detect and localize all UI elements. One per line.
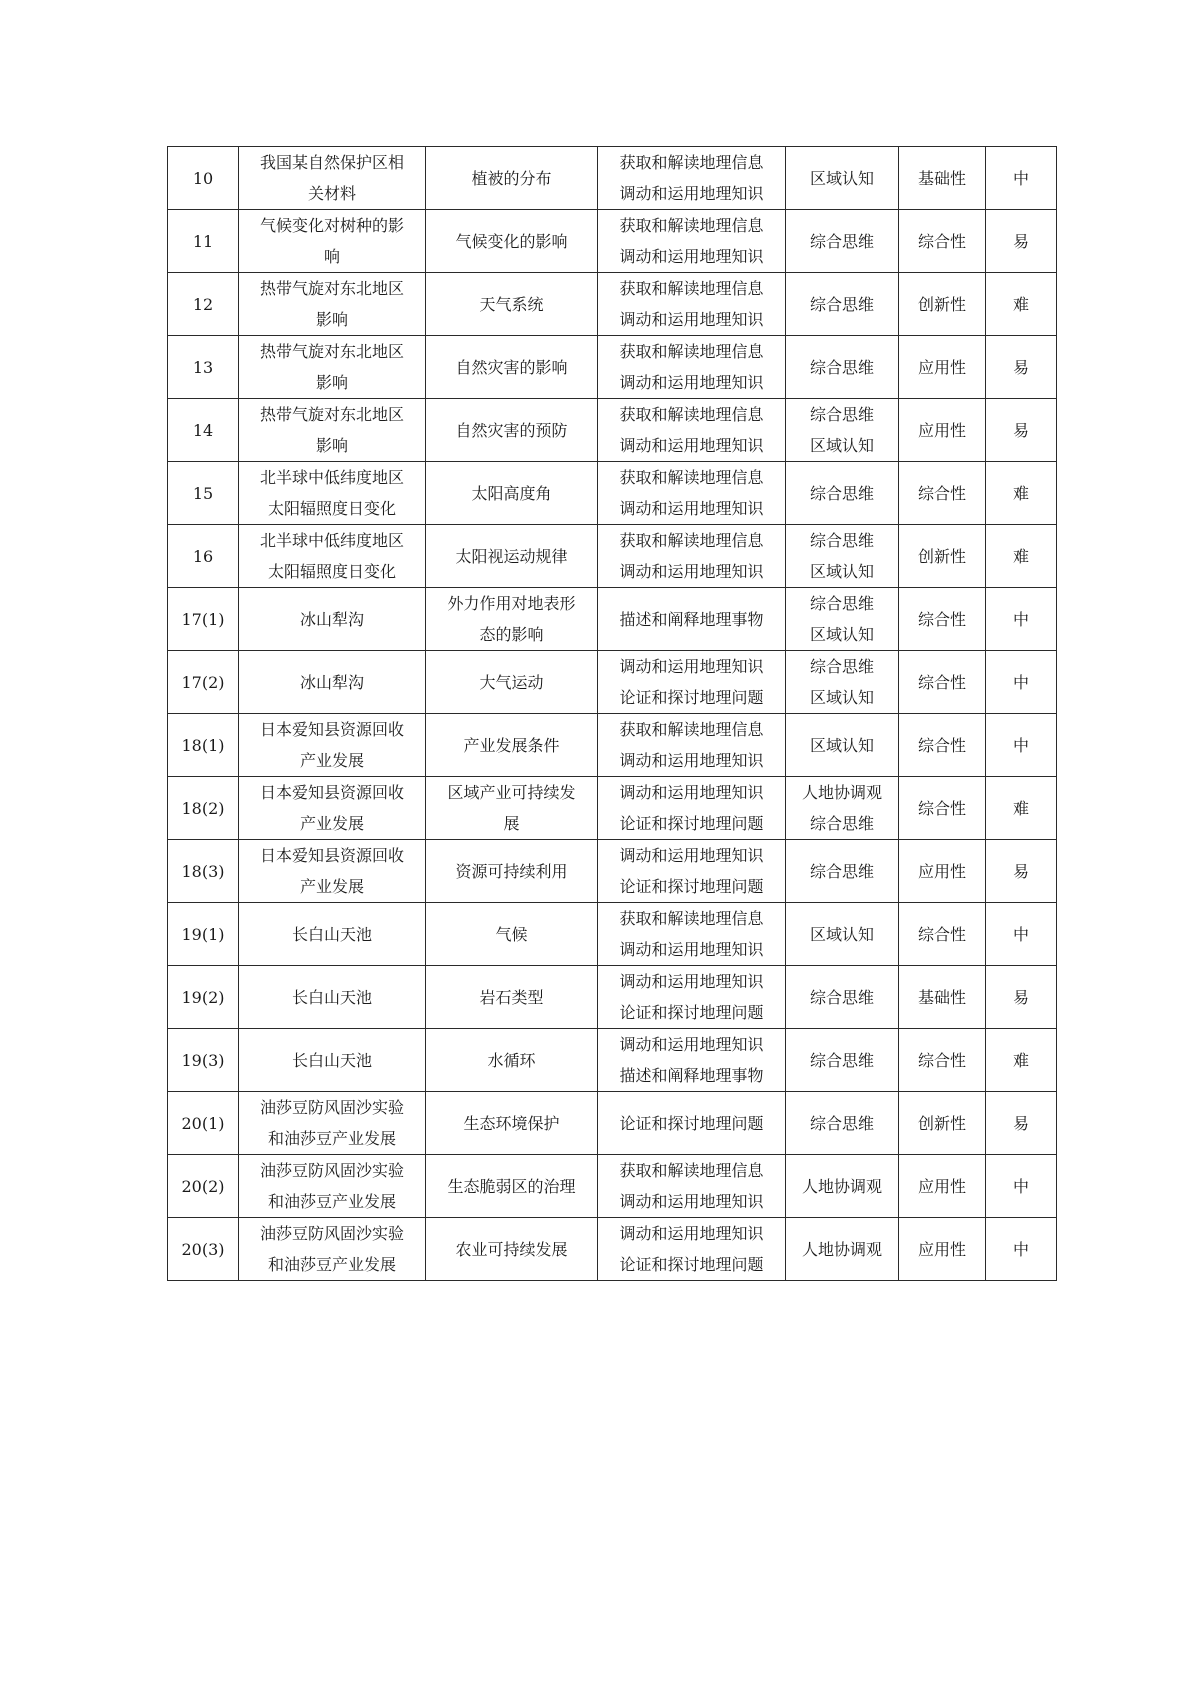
table-row bbox=[168, 714, 1057, 777]
cell-question-type: 综合性 bbox=[899, 903, 986, 966]
cell-knowledge-point bbox=[426, 1092, 598, 1155]
cell-question-type: 应用性 bbox=[899, 1218, 986, 1281]
cell-ability bbox=[598, 1218, 786, 1281]
table-row bbox=[168, 651, 1057, 714]
table-row bbox=[168, 1218, 1057, 1281]
cell-core-literacy bbox=[786, 903, 899, 966]
cell-question-number: 20(1) bbox=[168, 1092, 239, 1155]
cell-ability-line: 论证和探讨地理问题 bbox=[619, 814, 764, 833]
cell-core-literacy bbox=[786, 588, 899, 651]
cell-knowledge-point-line: 植被的分布 bbox=[471, 168, 552, 188]
cell-difficulty: 中 bbox=[986, 1155, 1057, 1218]
cell-core-literacy-line: 区域认知 bbox=[809, 625, 874, 644]
cell-core-literacy-line: 综合思维 bbox=[809, 294, 874, 314]
cell-material bbox=[239, 462, 426, 525]
cell-question-number: 18(2) bbox=[168, 777, 239, 840]
cell-difficulty: 难 bbox=[986, 777, 1057, 840]
cell-ability bbox=[598, 651, 786, 714]
cell-ability-line: 获取和解读地理信息 bbox=[619, 531, 764, 550]
cell-knowledge-point bbox=[426, 777, 598, 840]
cell-question-number: 20(2) bbox=[168, 1155, 239, 1218]
cell-material-line: 油莎豆防风固沙实验 bbox=[259, 1161, 404, 1180]
cell-question-type: 创新性 bbox=[899, 273, 986, 336]
cell-core-literacy bbox=[786, 651, 899, 714]
cell-material bbox=[239, 336, 426, 399]
cell-ability-line: 获取和解读地理信息 bbox=[619, 279, 764, 298]
cell-material-line: 热带气旋对东北地区 bbox=[259, 279, 404, 298]
cell-ability-line: 描述和阐释地理事物 bbox=[619, 609, 764, 629]
cell-core-literacy bbox=[786, 1092, 899, 1155]
cell-core-literacy-line: 综合思维 bbox=[809, 1050, 874, 1070]
cell-ability bbox=[598, 147, 786, 210]
cell-difficulty: 中 bbox=[986, 651, 1057, 714]
cell-ability-line: 获取和解读地理信息 bbox=[619, 153, 764, 172]
cell-knowledge-point bbox=[426, 651, 598, 714]
cell-material bbox=[239, 1029, 426, 1092]
cell-question-number: 10 bbox=[168, 147, 239, 210]
cell-difficulty: 难 bbox=[986, 462, 1057, 525]
cell-knowledge-point-line: 气候变化的影响 bbox=[455, 231, 568, 251]
cell-knowledge-point bbox=[426, 210, 598, 273]
cell-knowledge-point-line: 太阳视运动规律 bbox=[455, 546, 568, 566]
cell-question-type: 应用性 bbox=[899, 840, 986, 903]
cell-ability-line: 调动和运用地理知识 bbox=[619, 657, 764, 676]
cell-material-line: 日本爱知县资源回收 bbox=[259, 783, 404, 802]
cell-question-type: 综合性 bbox=[899, 1029, 986, 1092]
table-row bbox=[168, 777, 1057, 840]
cell-core-literacy bbox=[786, 1155, 899, 1218]
cell-ability-line: 调动和运用地理知识 bbox=[619, 310, 764, 329]
cell-ability-line: 论证和探讨地理问题 bbox=[619, 1113, 764, 1133]
cell-question-type: 综合性 bbox=[899, 210, 986, 273]
cell-material bbox=[239, 1092, 426, 1155]
cell-material bbox=[239, 525, 426, 588]
cell-question-type: 综合性 bbox=[899, 462, 986, 525]
cell-knowledge-point-line: 自然灾害的预防 bbox=[455, 420, 568, 440]
cell-knowledge-point bbox=[426, 966, 598, 1029]
cell-knowledge-point bbox=[426, 714, 598, 777]
cell-material-line: 油莎豆防风固沙实验 bbox=[259, 1098, 404, 1117]
cell-core-literacy-line: 综合思维 bbox=[809, 594, 874, 613]
cell-core-literacy-line: 区域认知 bbox=[809, 436, 874, 455]
table-body bbox=[168, 147, 1057, 1281]
cell-knowledge-point-line: 产业发展条件 bbox=[463, 735, 560, 755]
cell-core-literacy-line: 综合思维 bbox=[809, 357, 874, 377]
cell-ability bbox=[598, 777, 786, 840]
cell-core-literacy-line: 综合思维 bbox=[809, 987, 874, 1007]
cell-knowledge-point bbox=[426, 462, 598, 525]
table-row bbox=[168, 210, 1057, 273]
cell-question-type: 综合性 bbox=[899, 588, 986, 651]
cell-material-line: 影响 bbox=[315, 436, 348, 455]
cell-ability bbox=[598, 462, 786, 525]
cell-knowledge-point bbox=[426, 399, 598, 462]
cell-material-line: 我国某自然保护区相 bbox=[259, 153, 404, 172]
cell-question-type: 综合性 bbox=[899, 777, 986, 840]
cell-core-literacy-line: 综合思维 bbox=[809, 231, 874, 251]
cell-knowledge-point bbox=[426, 336, 598, 399]
cell-material-line: 影响 bbox=[315, 373, 348, 392]
cell-knowledge-point-line: 区域产业可持续发 bbox=[447, 783, 576, 802]
cell-ability-line: 获取和解读地理信息 bbox=[619, 405, 764, 424]
cell-material-line: 热带气旋对东北地区 bbox=[259, 405, 404, 424]
cell-ability-line: 调动和运用地理知识 bbox=[619, 184, 764, 203]
cell-question-type: 基础性 bbox=[899, 147, 986, 210]
cell-material-line: 日本爱知县资源回收 bbox=[259, 846, 404, 865]
cell-question-number: 19(1) bbox=[168, 903, 239, 966]
cell-material bbox=[239, 777, 426, 840]
cell-material-line: 北半球中低纬度地区 bbox=[259, 468, 404, 487]
cell-ability-line: 论证和探讨地理问题 bbox=[619, 877, 764, 896]
cell-difficulty: 中 bbox=[986, 1218, 1057, 1281]
cell-difficulty: 易 bbox=[986, 966, 1057, 1029]
cell-knowledge-point-line: 展 bbox=[503, 814, 520, 833]
cell-ability-line: 调动和运用地理知识 bbox=[619, 846, 764, 865]
cell-ability-line: 调动和运用地理知识 bbox=[619, 972, 764, 991]
cell-difficulty: 难 bbox=[986, 273, 1057, 336]
cell-material-line: 和油莎豆产业发展 bbox=[267, 1255, 396, 1274]
cell-material-line: 长白山天池 bbox=[291, 924, 372, 944]
cell-ability-line: 调动和运用地理知识 bbox=[619, 1224, 764, 1243]
cell-material-line: 和油莎豆产业发展 bbox=[267, 1192, 396, 1211]
cell-core-literacy bbox=[786, 210, 899, 273]
cell-knowledge-point-line: 大气运动 bbox=[479, 672, 544, 692]
cell-ability bbox=[598, 1092, 786, 1155]
cell-ability bbox=[598, 525, 786, 588]
cell-material bbox=[239, 1155, 426, 1218]
cell-difficulty: 易 bbox=[986, 210, 1057, 273]
table-row bbox=[168, 399, 1057, 462]
cell-material-line: 冰山犁沟 bbox=[299, 609, 364, 629]
cell-question-number: 15 bbox=[168, 462, 239, 525]
cell-knowledge-point-line: 水循环 bbox=[487, 1050, 536, 1070]
cell-knowledge-point bbox=[426, 840, 598, 903]
cell-ability-line: 调动和运用地理知识 bbox=[619, 783, 764, 802]
cell-core-literacy-line: 人地协调观 bbox=[801, 783, 882, 802]
cell-material-line: 油莎豆防风固沙实验 bbox=[259, 1224, 404, 1243]
cell-core-literacy-line: 区域认知 bbox=[809, 924, 874, 944]
cell-difficulty: 难 bbox=[986, 525, 1057, 588]
cell-core-literacy bbox=[786, 1029, 899, 1092]
cell-knowledge-point-line: 天气系统 bbox=[479, 294, 544, 314]
cell-ability-line: 调动和运用地理知识 bbox=[619, 499, 764, 518]
cell-ability-line: 获取和解读地理信息 bbox=[619, 468, 764, 487]
cell-core-literacy-line: 综合思维 bbox=[809, 531, 874, 550]
cell-ability-line: 论证和探讨地理问题 bbox=[619, 1003, 764, 1022]
cell-question-number: 11 bbox=[168, 210, 239, 273]
table-row bbox=[168, 525, 1057, 588]
cell-core-literacy-line: 综合思维 bbox=[809, 657, 874, 676]
cell-question-type: 综合性 bbox=[899, 714, 986, 777]
cell-difficulty: 中 bbox=[986, 714, 1057, 777]
cell-ability-line: 获取和解读地理信息 bbox=[619, 342, 764, 361]
cell-question-number: 12 bbox=[168, 273, 239, 336]
cell-difficulty: 易 bbox=[986, 399, 1057, 462]
cell-question-number: 16 bbox=[168, 525, 239, 588]
table-row bbox=[168, 147, 1057, 210]
cell-question-number: 18(3) bbox=[168, 840, 239, 903]
cell-question-type: 应用性 bbox=[899, 1155, 986, 1218]
cell-material-line: 长白山天池 bbox=[291, 1050, 372, 1070]
cell-material bbox=[239, 903, 426, 966]
cell-ability-line: 获取和解读地理信息 bbox=[619, 216, 764, 235]
cell-material-line: 响 bbox=[323, 247, 340, 266]
cell-material-line: 和油莎豆产业发展 bbox=[267, 1129, 396, 1148]
cell-core-literacy-line: 综合思维 bbox=[809, 814, 874, 833]
cell-question-number: 19(3) bbox=[168, 1029, 239, 1092]
question-analysis-table bbox=[167, 146, 1057, 1281]
cell-ability-line: 调动和运用地理知识 bbox=[619, 940, 764, 959]
cell-knowledge-point-line: 自然灾害的影响 bbox=[455, 357, 568, 377]
cell-question-type: 创新性 bbox=[899, 1092, 986, 1155]
cell-knowledge-point-line: 外力作用对地表形 bbox=[447, 594, 576, 613]
table-row bbox=[168, 462, 1057, 525]
table-row bbox=[168, 336, 1057, 399]
cell-material-line: 产业发展 bbox=[299, 877, 364, 896]
cell-knowledge-point bbox=[426, 1218, 598, 1281]
cell-material-line: 北半球中低纬度地区 bbox=[259, 531, 404, 550]
cell-core-literacy-line: 综合思维 bbox=[809, 1113, 874, 1133]
table-row bbox=[168, 1155, 1057, 1218]
cell-question-number: 13 bbox=[168, 336, 239, 399]
cell-material bbox=[239, 840, 426, 903]
cell-ability-line: 调动和运用地理知识 bbox=[619, 1035, 764, 1054]
cell-ability-line: 获取和解读地理信息 bbox=[619, 1161, 764, 1180]
cell-ability-line: 获取和解读地理信息 bbox=[619, 720, 764, 739]
cell-knowledge-point-line: 生态脆弱区的治理 bbox=[447, 1176, 576, 1196]
cell-core-literacy-line: 综合思维 bbox=[809, 483, 874, 503]
cell-material bbox=[239, 651, 426, 714]
cell-core-literacy bbox=[786, 147, 899, 210]
cell-ability bbox=[598, 273, 786, 336]
cell-question-type: 创新性 bbox=[899, 525, 986, 588]
cell-difficulty: 中 bbox=[986, 147, 1057, 210]
cell-knowledge-point-line: 气候 bbox=[495, 924, 528, 944]
cell-ability-line: 描述和阐释地理事物 bbox=[619, 1066, 764, 1085]
table-row bbox=[168, 840, 1057, 903]
cell-core-literacy bbox=[786, 777, 899, 840]
cell-difficulty: 难 bbox=[986, 1029, 1057, 1092]
cell-question-type: 应用性 bbox=[899, 336, 986, 399]
table-row bbox=[168, 966, 1057, 1029]
cell-ability-line: 调动和运用地理知识 bbox=[619, 436, 764, 455]
cell-knowledge-point bbox=[426, 1155, 598, 1218]
cell-core-literacy-line: 区域认知 bbox=[809, 562, 874, 581]
cell-knowledge-point-line: 生态环境保护 bbox=[463, 1113, 560, 1133]
cell-core-literacy bbox=[786, 1218, 899, 1281]
cell-core-literacy bbox=[786, 399, 899, 462]
cell-material-line: 日本爱知县资源回收 bbox=[259, 720, 404, 739]
cell-material bbox=[239, 966, 426, 1029]
cell-ability-line: 调动和运用地理知识 bbox=[619, 751, 764, 770]
cell-material-line: 关材料 bbox=[307, 184, 356, 203]
cell-knowledge-point bbox=[426, 903, 598, 966]
cell-knowledge-point-line: 态的影响 bbox=[479, 625, 544, 644]
cell-material bbox=[239, 147, 426, 210]
cell-material-line: 太阳辐照度日变化 bbox=[267, 562, 396, 581]
cell-material bbox=[239, 1218, 426, 1281]
cell-ability bbox=[598, 966, 786, 1029]
cell-material-line: 影响 bbox=[315, 310, 348, 329]
cell-knowledge-point-line: 农业可持续发展 bbox=[455, 1239, 568, 1259]
cell-question-number: 17(1) bbox=[168, 588, 239, 651]
cell-ability bbox=[598, 1029, 786, 1092]
cell-question-type: 应用性 bbox=[899, 399, 986, 462]
cell-core-literacy-line: 人地协调观 bbox=[801, 1176, 882, 1196]
cell-knowledge-point-line: 岩石类型 bbox=[479, 987, 544, 1007]
cell-ability bbox=[598, 399, 786, 462]
cell-ability-line: 调动和运用地理知识 bbox=[619, 373, 764, 392]
cell-core-literacy bbox=[786, 525, 899, 588]
cell-core-literacy bbox=[786, 840, 899, 903]
table-row bbox=[168, 588, 1057, 651]
cell-question-number: 18(1) bbox=[168, 714, 239, 777]
cell-core-literacy-line: 区域认知 bbox=[809, 168, 874, 188]
cell-ability-line: 调动和运用地理知识 bbox=[619, 1192, 764, 1211]
cell-ability-line: 调动和运用地理知识 bbox=[619, 247, 764, 266]
cell-core-literacy bbox=[786, 966, 899, 1029]
table-row bbox=[168, 1029, 1057, 1092]
cell-ability bbox=[598, 336, 786, 399]
cell-ability-line: 调动和运用地理知识 bbox=[619, 562, 764, 581]
cell-material-line: 产业发展 bbox=[299, 751, 364, 770]
cell-question-number: 20(3) bbox=[168, 1218, 239, 1281]
cell-core-literacy-line: 综合思维 bbox=[809, 861, 874, 881]
cell-knowledge-point bbox=[426, 525, 598, 588]
cell-ability bbox=[598, 714, 786, 777]
cell-knowledge-point bbox=[426, 588, 598, 651]
cell-question-number: 19(2) bbox=[168, 966, 239, 1029]
cell-core-literacy bbox=[786, 462, 899, 525]
cell-material bbox=[239, 714, 426, 777]
cell-difficulty: 易 bbox=[986, 336, 1057, 399]
cell-core-literacy-line: 区域认知 bbox=[809, 735, 874, 755]
cell-knowledge-point-line: 资源可持续利用 bbox=[455, 861, 568, 881]
cell-material-line: 气候变化对树种的影 bbox=[259, 216, 404, 235]
cell-material bbox=[239, 210, 426, 273]
cell-question-type: 基础性 bbox=[899, 966, 986, 1029]
cell-knowledge-point-line: 太阳高度角 bbox=[471, 483, 552, 503]
cell-knowledge-point bbox=[426, 1029, 598, 1092]
cell-material-line: 冰山犁沟 bbox=[299, 672, 364, 692]
cell-question-number: 14 bbox=[168, 399, 239, 462]
cell-material-line: 太阳辐照度日变化 bbox=[267, 499, 396, 518]
cell-difficulty: 易 bbox=[986, 1092, 1057, 1155]
table-row bbox=[168, 903, 1057, 966]
cell-core-literacy-line: 综合思维 bbox=[809, 405, 874, 424]
cell-ability-line: 论证和探讨地理问题 bbox=[619, 1255, 764, 1274]
cell-ability-line: 获取和解读地理信息 bbox=[619, 909, 764, 928]
cell-material-line: 热带气旋对东北地区 bbox=[259, 342, 404, 361]
table-row bbox=[168, 1092, 1057, 1155]
cell-knowledge-point bbox=[426, 147, 598, 210]
cell-material-line: 产业发展 bbox=[299, 814, 364, 833]
cell-material bbox=[239, 588, 426, 651]
table-row bbox=[168, 273, 1057, 336]
cell-ability bbox=[598, 840, 786, 903]
cell-difficulty: 中 bbox=[986, 588, 1057, 651]
cell-material bbox=[239, 399, 426, 462]
cell-question-number: 17(2) bbox=[168, 651, 239, 714]
cell-core-literacy bbox=[786, 714, 899, 777]
cell-core-literacy bbox=[786, 336, 899, 399]
cell-ability bbox=[598, 210, 786, 273]
cell-difficulty: 易 bbox=[986, 840, 1057, 903]
cell-material bbox=[239, 273, 426, 336]
cell-material-line: 长白山天池 bbox=[291, 987, 372, 1007]
cell-ability-line: 论证和探讨地理问题 bbox=[619, 688, 764, 707]
cell-ability bbox=[598, 903, 786, 966]
cell-core-literacy-line: 区域认知 bbox=[809, 688, 874, 707]
cell-ability bbox=[598, 1155, 786, 1218]
cell-question-type: 综合性 bbox=[899, 651, 986, 714]
cell-core-literacy bbox=[786, 273, 899, 336]
cell-ability bbox=[598, 588, 786, 651]
cell-difficulty: 中 bbox=[986, 903, 1057, 966]
cell-knowledge-point bbox=[426, 273, 598, 336]
cell-core-literacy-line: 人地协调观 bbox=[801, 1239, 882, 1259]
